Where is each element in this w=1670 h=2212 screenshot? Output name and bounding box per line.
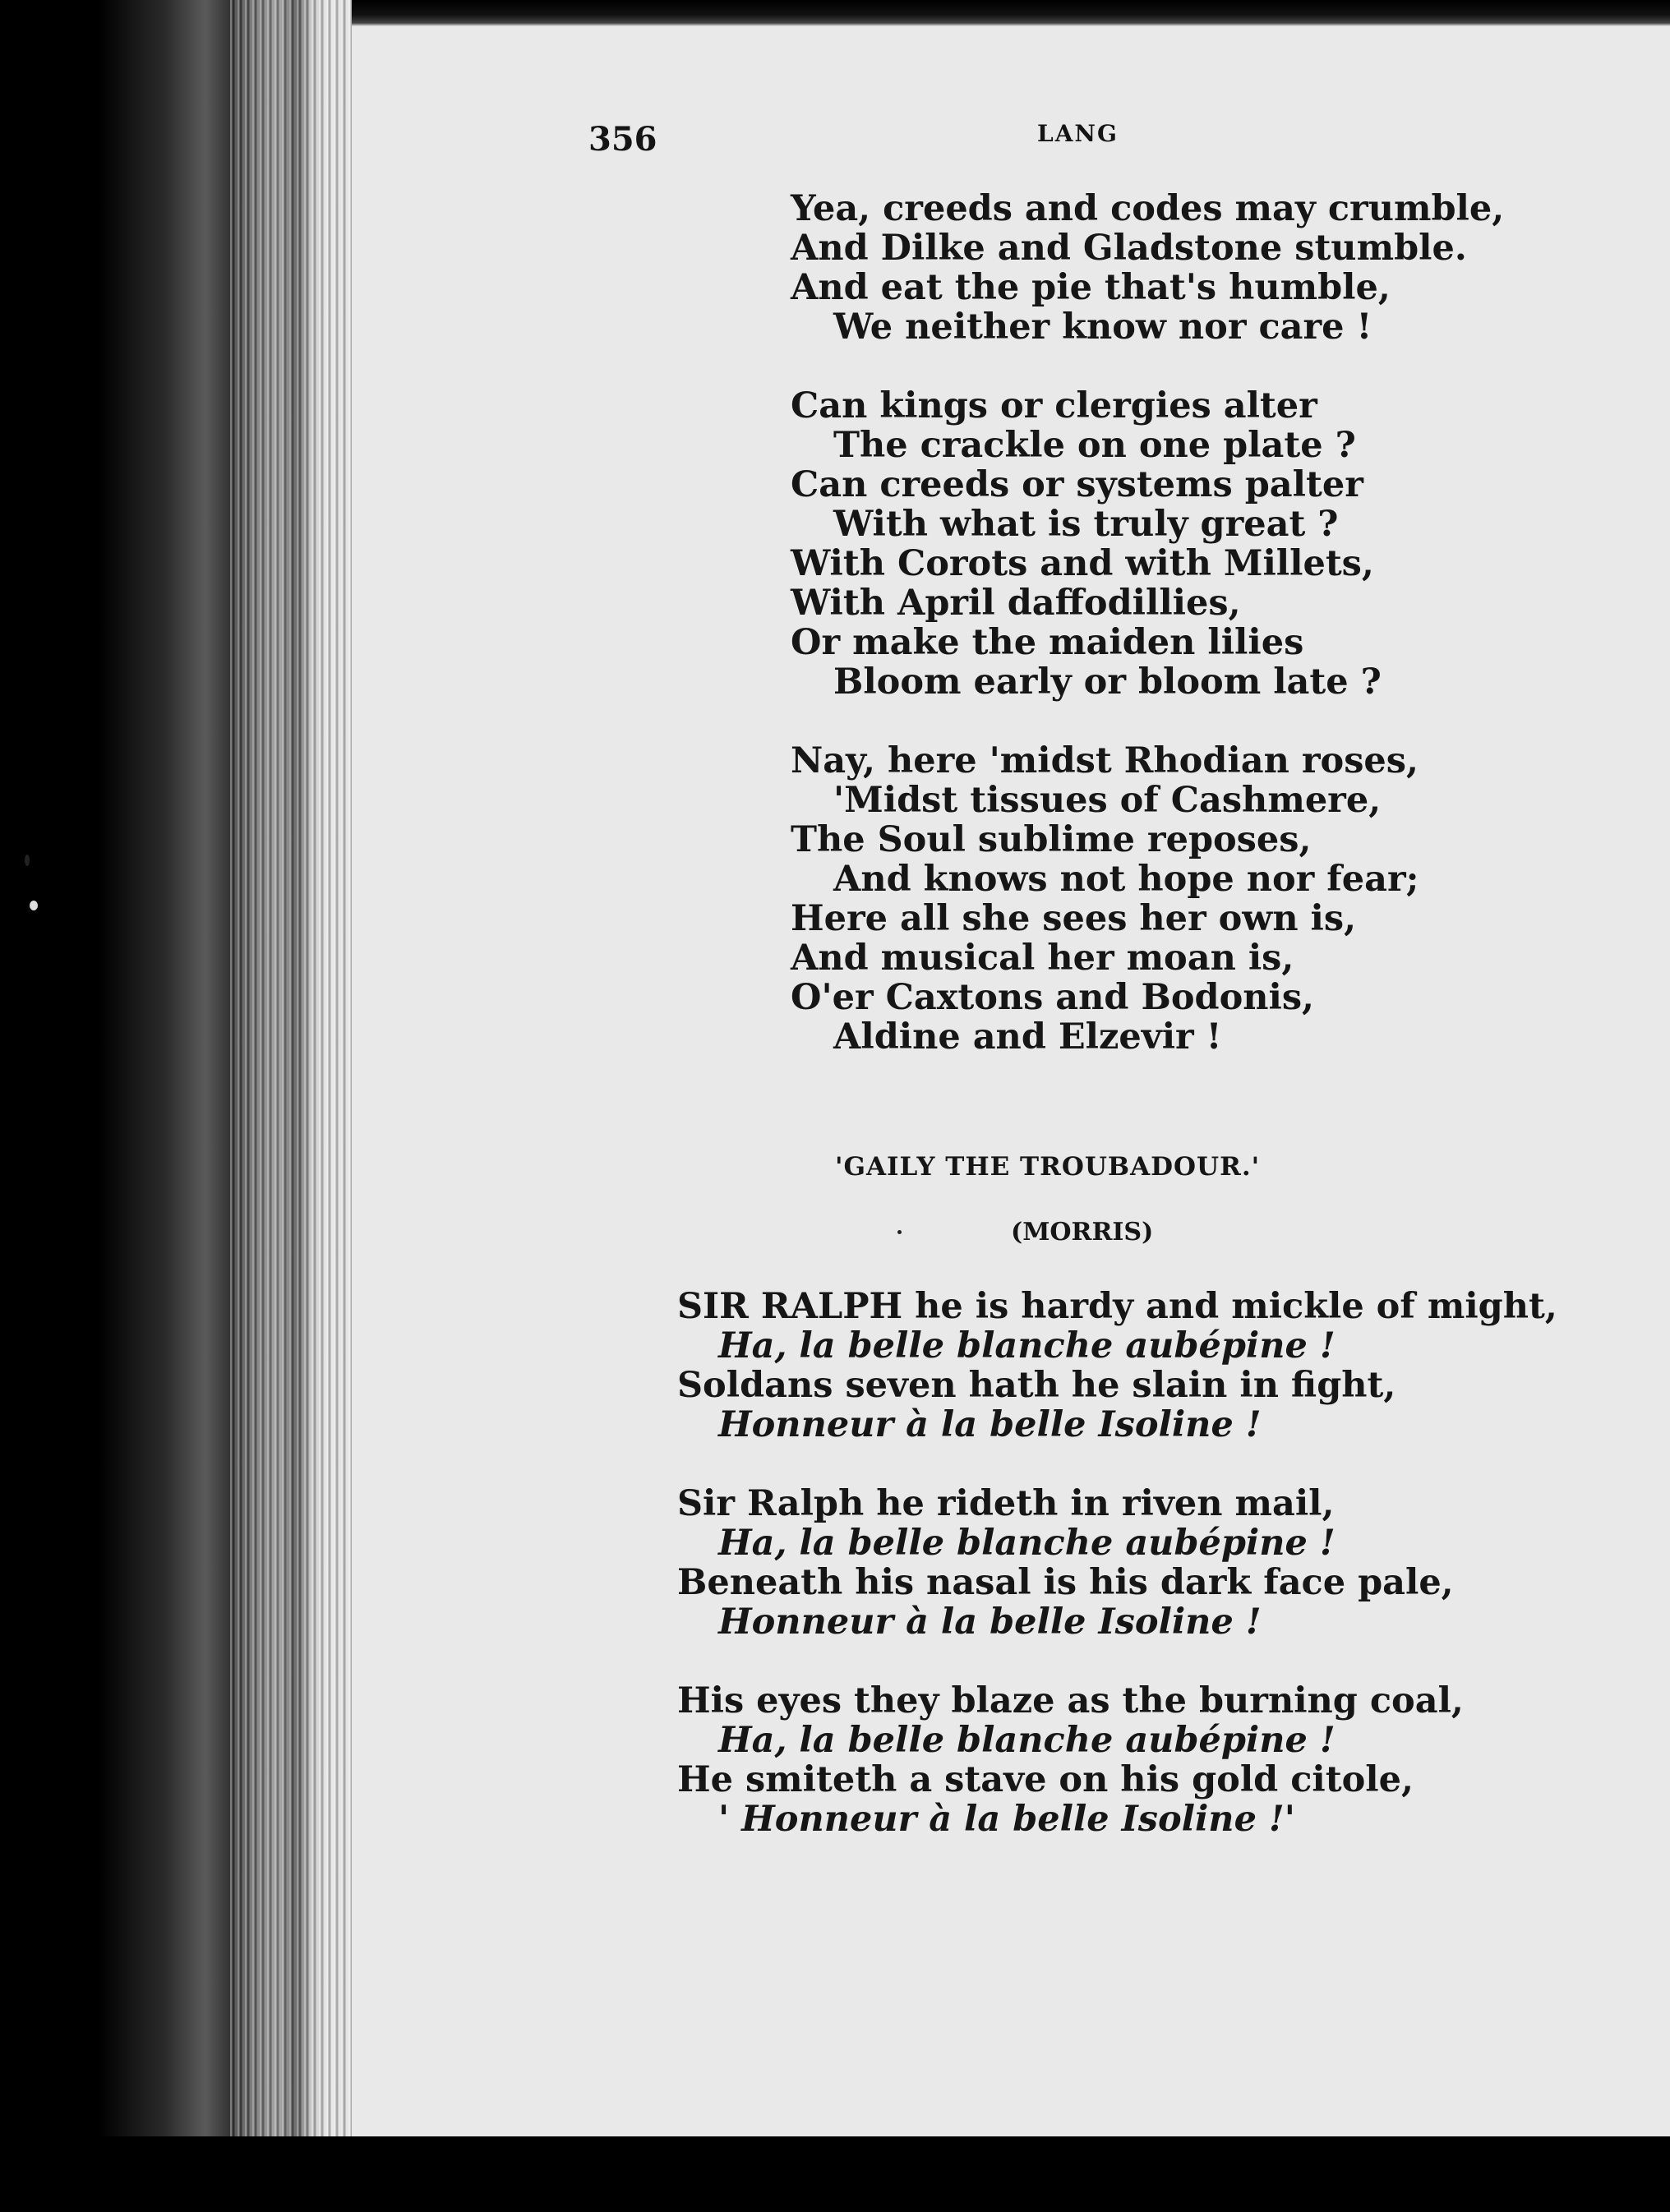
poem-line: With what is truly great ? <box>833 504 1339 545</box>
poem-line: Can creeds or systems palter <box>791 464 1363 505</box>
refrain-line: Ha, la belle blanche aubépine ! <box>718 1720 1336 1761</box>
dust-speck <box>30 901 38 910</box>
poem-line: Soldans seven hath he slain in fight, <box>677 1365 1396 1406</box>
spine-texture <box>230 0 353 2212</box>
poem-line: And knows not hope nor fear; <box>833 859 1419 900</box>
poem-line: And Dilke and Gladstone stumble. <box>791 228 1467 269</box>
poem-line: His eyes they blaze as the burning coal, <box>677 1680 1464 1721</box>
poem-line: The Soul sublime reposes, <box>791 819 1312 860</box>
top-edge-shadow <box>352 0 1670 26</box>
bottom-edge <box>0 2136 1670 2212</box>
poem-line: With April daffodillies, <box>791 583 1241 624</box>
poem-subtitle: (MORRIS) <box>1011 1218 1154 1247</box>
poem-line: Or make the maiden lilies <box>791 622 1304 663</box>
poem-line: Nay, here 'midst Rhodian roses, <box>791 740 1419 781</box>
dust-speck <box>897 1230 902 1234</box>
running-head-title: LANG <box>1037 120 1119 147</box>
poem-line: Yea, creeds and codes may crumble, <box>791 188 1505 229</box>
poem-line: The crackle on one plate ? <box>833 425 1356 466</box>
poem-line: And musical her moan is, <box>791 938 1294 979</box>
poem-line: Bloom early or bloom late ? <box>833 661 1382 703</box>
page-number: 356 <box>588 120 657 159</box>
poem-line: SIR RALPH he is hardy and mickle of might, <box>677 1286 1557 1327</box>
poem-line: Can kings or clergies alter <box>791 385 1317 426</box>
poem-line: With Corots and with Millets, <box>791 543 1374 584</box>
poem-line: Aldine and Elzevir ! <box>833 1016 1222 1058</box>
poem-line: He smiteth a stave on his gold citole, <box>677 1759 1414 1800</box>
poem-line: Beneath his nasal is his dark face pale, <box>677 1562 1454 1603</box>
poem-line: And eat the pie that's humble, <box>791 267 1391 308</box>
poem-line: Sir Ralph he rideth in riven mail, <box>677 1483 1335 1524</box>
poem-line: We neither know nor care ! <box>833 306 1372 348</box>
poem-line: Here all she sees her own is, <box>791 898 1357 939</box>
refrain-line: Ha, la belle blanche aubépine ! <box>718 1325 1336 1366</box>
refrain-line: Honneur à la belle Isoline ! <box>718 1404 1262 1445</box>
dust-speck <box>25 855 30 866</box>
poem-line: O'er Caxtons and Bodonis, <box>791 977 1315 1018</box>
poem-title: 'GAILY THE TROUBADOUR.' <box>835 1152 1261 1182</box>
refrain-line: ' Honneur à la belle Isoline !' <box>718 1799 1295 1840</box>
refrain-line: Honneur à la belle Isoline ! <box>718 1601 1262 1643</box>
refrain-line: Ha, la belle blanche aubépine ! <box>718 1523 1336 1564</box>
poem-line: 'Midst tissues of Cashmere, <box>833 780 1382 821</box>
